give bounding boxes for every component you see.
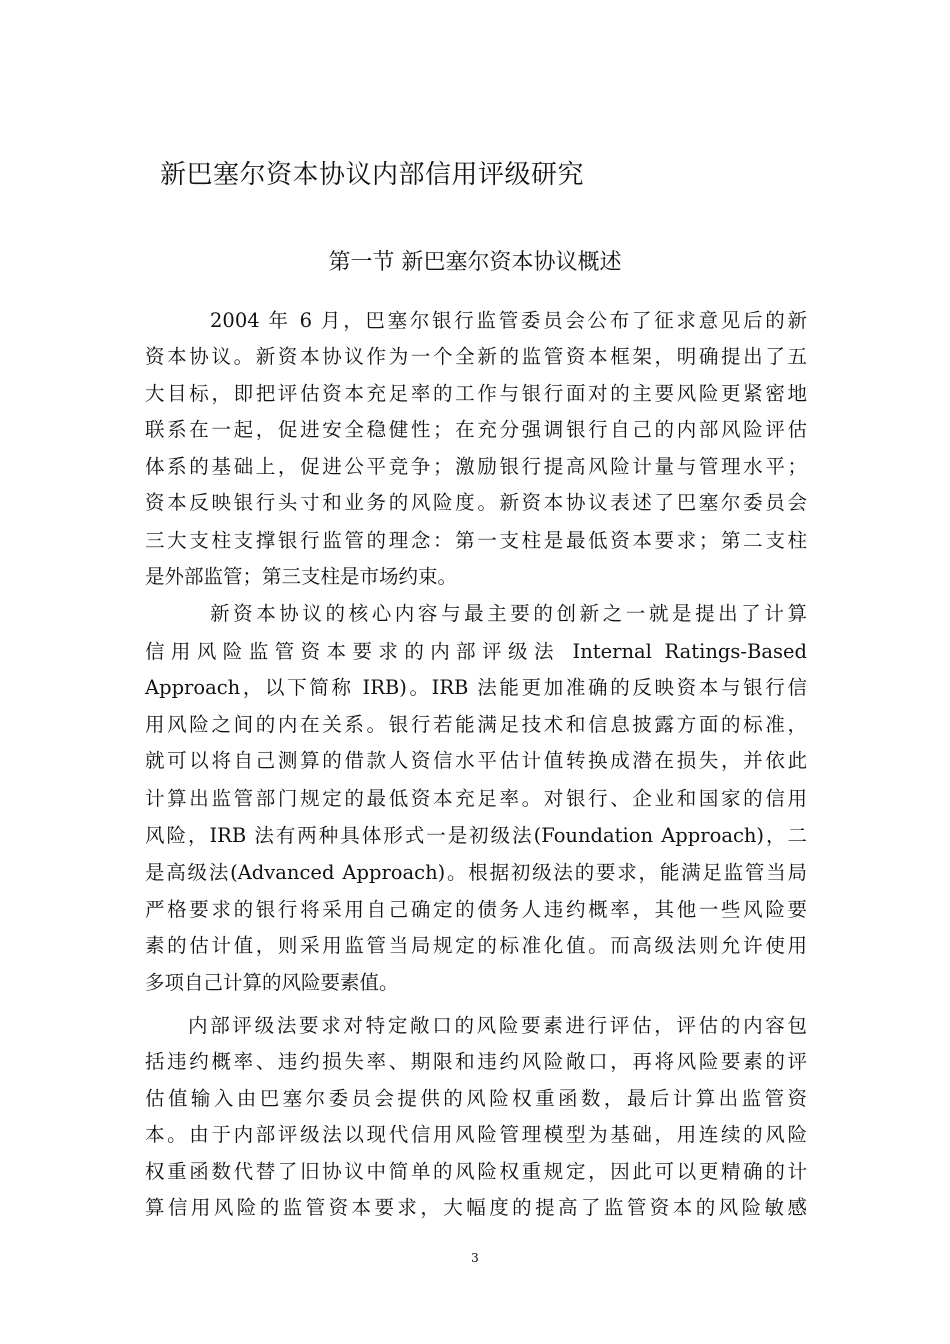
text-line: 大目标，即把评估资本充足率的工作与银行面对的主要风险更紧密地 bbox=[145, 382, 807, 405]
section-title: 第一节 新巴塞尔资本协议概述 bbox=[328, 250, 622, 275]
text-line: 多项自己计算的风险要素值。 bbox=[145, 971, 399, 994]
text-line: 信用风险监管资本要求的内部评级法 Internal Ratings-Based bbox=[145, 640, 807, 663]
text-line: 内部评级法要求对特定敞口的风险要素进行评估，评估的内容包 bbox=[188, 1014, 807, 1037]
text-line: 用风险之间的内在关系。银行若能满足技术和信息披露方面的标准， bbox=[145, 713, 807, 736]
text-line: 本。由于内部评级法以现代信用风险管理模型为基础，用连续的风险 bbox=[145, 1123, 807, 1146]
text-line: 三大支柱支撑银行监管的理念：第一支柱是最低资本要求；第二支柱 bbox=[145, 529, 807, 552]
text-line: 素的估计值，则采用监管当局规定的标准化值。而高级法则允许使用 bbox=[145, 934, 807, 957]
text-line: 新资本协议的核心内容与最主要的创新之一就是提出了计算 bbox=[210, 602, 807, 625]
text-line: 算信用风险的监管资本要求，大幅度的提高了监管资本的风险敏感 bbox=[145, 1196, 807, 1219]
text-line: 严格要求的银行将采用自己确定的债务人违约概率，其他一些风险要 bbox=[145, 898, 807, 921]
text-line: 括违约概率、违约损失率、期限和违约风险敞口，再将风险要素的评 bbox=[145, 1050, 807, 1073]
text-line: 计算出监管部门规定的最低资本充足率。对银行、企业和国家的信用 bbox=[145, 787, 807, 810]
text-line: 就可以将自己测算的借款人资信水平估计值转换成潜在损失，并依此 bbox=[145, 749, 807, 772]
text-line: 是高级法(Advanced Approach)。根据初级法的要求，能满足监管当局 bbox=[145, 861, 807, 884]
document-title: 新巴塞尔资本协议内部信用评级研究 bbox=[160, 160, 585, 190]
text-line: 联系在一起，促进安全稳健性；在充分强调银行自己的内部风险评估 bbox=[145, 418, 807, 441]
text-line: 风险，IRB 法有两种具体形式一是初级法(Foundation Approach)，二 bbox=[145, 824, 807, 847]
text-line: Approach，以下简称 IRB)。IRB 法能更加准确的反映资本与银行信 bbox=[145, 676, 807, 699]
text-line: 是外部监管；第三支柱是市场约束。 bbox=[145, 565, 458, 588]
text-line: 体系的基础上，促进公平竞争；激励银行提高风险计量与管理水平； bbox=[145, 455, 807, 478]
text-line: 权重函数代替了旧协议中简单的风险权重规定，因此可以更精确的计 bbox=[145, 1160, 807, 1183]
text-line: 资本反映银行头寸和业务的风险度。新资本协议表述了巴塞尔委员会 bbox=[145, 491, 807, 514]
text-line: 估值输入由巴塞尔委员会提供的风险权重函数，最后计算出监管资 bbox=[145, 1087, 807, 1110]
text-line: 资本协议。新资本协议作为一个全新的监管资本框架，明确提出了五 bbox=[145, 345, 807, 368]
page-number: 3 bbox=[471, 1251, 479, 1265]
text-line: 2004 年 6 月，巴塞尔银行监管委员会公布了征求意见后的新 bbox=[210, 309, 807, 332]
